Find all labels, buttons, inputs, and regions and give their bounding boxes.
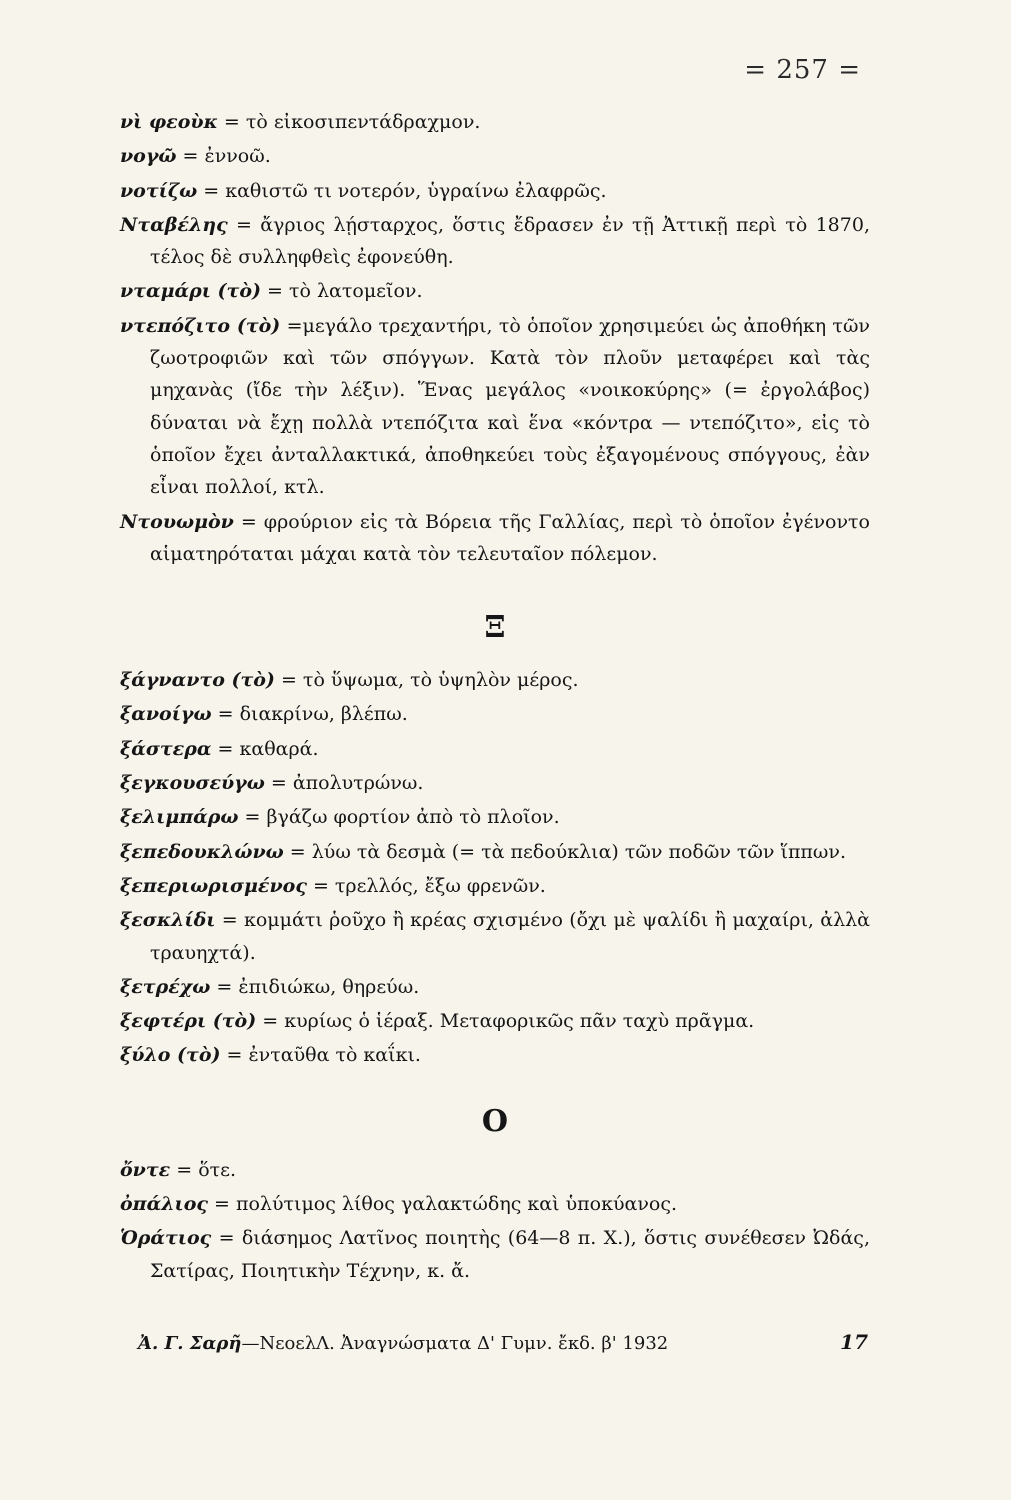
entry-headword: ὀπάλιος <box>120 1193 208 1216</box>
entry-headword: ξάγναντο (τὸ) <box>120 669 275 692</box>
glossary-entry <box>120 971 870 1003</box>
glossary-entry <box>120 904 870 969</box>
entry-definition: = κυρίως ὁ ἱέραξ. Μεταφορικῶς πᾶν ταχὺ πρᾶγμα. <box>262 1010 755 1033</box>
entry-definition: = ἐννοῶ. <box>182 145 271 168</box>
entry-definition: =μεγάλο τρεχαντήρι, τὸ ὁποῖον χρησιμεύει ὡς ἀποθήκη τῶν ζωοτροφιῶν καὶ τῶν σπόγγων. Κατὰ τὸν πλοῦν μεταφέρει καὶ τὰς μηχανὰς (ἴδε τὴν λέξιν). Ἕνας μεγάλος «νοικοκύρης» (= ἐργολάβος) δύναται νὰ ἔχῃ πολλὰ ντεπόζιτα καὶ ἕνα «κόντρα — ντεπόζιτο», εἰς τὸ ὁποῖον ἔχει ἀνταλλακτικά, ἀποθηκεύει τοὺς ἐξαγομένους σπόγγους, ἐὰν εἶναι πολλοί, κτλ. <box>150 314 870 499</box>
entry-headword: ξεσκλίδι <box>120 909 216 932</box>
glossary-entries <box>120 106 870 1289</box>
entry-headword: ξετρέχω <box>120 975 211 998</box>
page-number: = 257 = <box>744 55 861 85</box>
entry-definition: = ἐνταῦθα τὸ καΐκι. <box>226 1044 421 1067</box>
entry-definition: = καθιστῶ τι νοτερόν, ὑγραίνω ἐλαφρῶς. <box>203 179 607 202</box>
glossary-entry <box>120 1222 870 1287</box>
footer-citation <box>138 1333 668 1354</box>
entry-definition: = διακρίνω, βλέπω. <box>217 703 408 726</box>
entry-definition: = ὅτε. <box>176 1158 237 1181</box>
glossary-entry <box>120 506 870 571</box>
entry-definition: = τρελλός, ἔξω φρενῶν. <box>312 874 546 897</box>
glossary-entry <box>120 733 870 765</box>
glossary-entry <box>120 140 870 172</box>
entry-headword: ξεπεδουκλώνω <box>120 840 284 863</box>
entry-headword: ξανοίγω <box>120 703 212 726</box>
entry-definition: = πολύτιμος λίθος γαλακτώδης καὶ ὑποκύανος. <box>214 1193 678 1216</box>
glossary-entry <box>120 175 870 207</box>
entry-headword: ντεπόζιτο (τὸ) <box>120 314 281 337</box>
entry-definition: = λύω τὰ δεσμὰ (= τὰ πεδούκλια) τῶν ποδῶν τῶν ἵππων. <box>289 840 847 863</box>
glossary-entry <box>120 767 870 799</box>
glossary-entry <box>120 836 870 868</box>
entry-headword: ὄντε <box>120 1158 171 1181</box>
glossary-entry <box>120 310 870 504</box>
glossary-entry <box>120 698 870 730</box>
footer-author: Ἀ. Γ. Σαρῆ <box>138 1333 242 1354</box>
entry-headword: νταμάρι (τὸ) <box>120 280 261 303</box>
entry-definition: = καθαρά. <box>217 737 319 760</box>
glossary-entry <box>120 1005 870 1037</box>
entry-definition: = τὸ εἰκοσιπεντάδραχμον. <box>223 111 481 133</box>
entry-headword: Ντουωμὸν <box>120 510 234 533</box>
entry-definition: = φρούριον εἰς τὰ Βόρεια τῆς Γαλλίας, περὶ τὸ ὁποῖον ἐγένοντο αἱματηρόταται μάχαι κατὰ τὸν τελευταῖον πόλεμον. <box>150 510 870 565</box>
entry-headword: ξεπεριωρισμένος <box>120 874 307 897</box>
entry-headword: νογῶ <box>120 145 177 168</box>
entry-headword: ξελιμπάρω <box>120 806 239 829</box>
entry-definition: = τὸ ὕψωμα, τὸ ὑψηλὸν μέρος. <box>280 669 579 692</box>
glossary-entry <box>120 1188 870 1220</box>
section-letter-xi: Ξ <box>484 610 506 646</box>
glossary-entry <box>120 275 870 307</box>
entry-headword: ξύλο (τὸ) <box>120 1044 221 1067</box>
glossary-entry <box>120 106 870 138</box>
entry-definition: = ἀπολυτρώνω. <box>270 772 424 795</box>
glossary-entry <box>120 1039 870 1071</box>
entry-definition: = βγάζω φορτίον ἀπὸ τὸ πλοῖον. <box>244 806 560 829</box>
entry-headword: ξάστερα <box>120 737 212 760</box>
glossary-entry <box>120 801 870 833</box>
page-footer <box>138 1330 868 1354</box>
entry-definition: = κομμάτι ῥοῦχο ἢ κρέας σχισμένο (ὄχι μὲ ψαλίδι ἢ μαχαίρι, ἀλλὰ τραυηχτά). <box>150 909 870 964</box>
glossary-entry <box>120 664 870 696</box>
section-omicron <box>120 1154 870 1287</box>
glossary-entry <box>120 209 870 274</box>
entry-headword: νοτίζω <box>120 179 198 202</box>
entry-headword: νὶ φεοὺκ <box>120 111 218 133</box>
footer-sheet-number: 17 <box>840 1330 868 1354</box>
section-letter-omicron: Ο <box>481 1103 509 1139</box>
entry-definition: = διάσημος Λατῖνος ποιητὴς (64—8 π. Χ.), ὅστις συνέθεσεν Ὠδάς, Σατίρας, Ποιητικὴν Τέχνην, κ. ἄ. <box>150 1227 870 1282</box>
entry-headword: Ὁράτιος <box>120 1227 212 1250</box>
footer-title: —ΝεοελΛ. Ἀναγνώσματα Δ' Γυμν. ἔκδ. β' 1932 <box>241 1333 669 1354</box>
glossary-entry <box>120 870 870 902</box>
entry-definition: = τὸ λατομεῖον. <box>267 280 423 303</box>
entry-definition: = ἄγριος λῄσταρχος, ὅστις ἔδρασεν ἐν τῇ Ἀττικῇ περὶ τὸ 1870, τέλος δὲ συλληφθεὶς ἐφονεύθη. <box>150 213 870 269</box>
section-nu <box>120 106 870 570</box>
glossary-entry <box>120 1154 870 1186</box>
entry-headword: ξεγκουσεύγω <box>120 772 265 795</box>
entry-headword: Νταβέλης <box>120 213 228 236</box>
entry-definition: = ἐπιδιώκω, θηρεύω. <box>216 975 420 998</box>
entry-headword: ξεφτέρι (τὸ) <box>120 1010 257 1033</box>
section-xi <box>120 664 870 1072</box>
